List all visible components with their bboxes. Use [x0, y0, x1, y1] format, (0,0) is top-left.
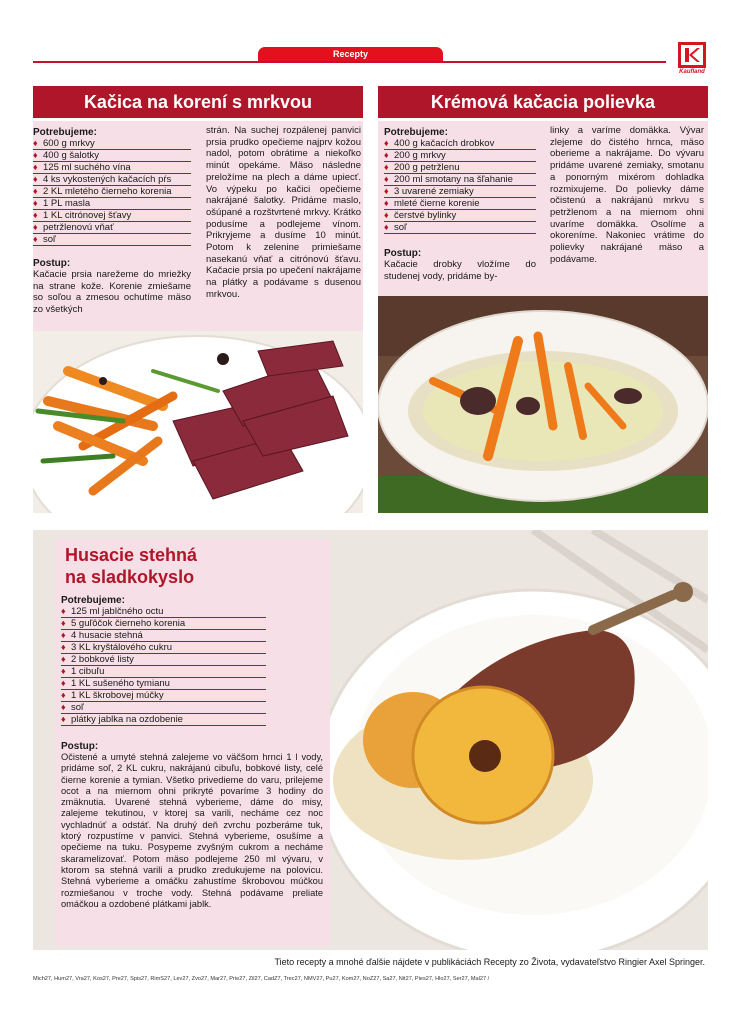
- ingredient-item: ♦ soľ: [384, 222, 536, 234]
- ingredient-item: ♦ 200 ml smotany na šľahanie: [384, 174, 536, 186]
- recipe3-method-heading: Postup:: [61, 741, 99, 752]
- ingredient-item: ♦ soľ: [33, 234, 191, 246]
- ingredient-item: ♦ plátky jablka na ozdobenie: [61, 714, 266, 726]
- section-label: Recepty: [258, 47, 443, 61]
- ingredient-item: ♦ 2 bobkové listy: [61, 654, 266, 666]
- ingredient-item: ♦ 3 uvarené zemiaky: [384, 186, 536, 198]
- recipe3-method-text: Očistené a umyté stehná zalejeme vo väčšom hrnci 1 l vody, pridáme soľ, 2 KL cukru, nakrájanú cibuľu, bobkové listy, celé čierne korenie a tymian. Všetko privedieme do varu, prilejeme ocot a na miernom ohni prikryté povaríme 3 hodiny do zmäknutia. Uvarené stehná vyberieme, dáme do misy, zalejeme tekutinou, v ktorej sa varili, necháme cez noc vychladnúť a odstáť. Na druhý deň zvrchu pozberáme tuk, ktorý rozpustíme v panvici. Stehná vyberieme, osušíme a opečieme na tuku. Posypeme zvyšným cukrom a necháme skaramelizovať. Potom mäso podlejeme 250 ml vývaru, v ktorom sa stehná varili a prudko zredukujeme na polovicu. Stehná vyberieme a omáčku zahustíme škrobovou múčkou rozmiešanou v troche vody. Stehná podávame preliate omáčkou a ozdobené plátkami jablk.: [61, 752, 323, 909]
- kaufland-logo-icon: [678, 42, 706, 68]
- recipe1-method-left: Kačacie prsia narežeme do mriežky na strane kože. Korenie zmiešame so soľou a zmesou ochutíme mäso zo všetkých: [33, 269, 191, 316]
- header-rule: [33, 61, 666, 63]
- ingredient-item: ♦ 1 KL škrobovej múčky: [61, 690, 266, 702]
- recipe1-panel: [33, 121, 363, 331]
- recipe1-title: Kačica na korení s mrkvou: [33, 86, 363, 118]
- ingredient-item: ♦ 200 g mrkvy: [384, 150, 536, 162]
- recipe3-ingredients: [61, 595, 266, 726]
- ingredient-item: ♦ 4 ks vykostených kačacích pŕs: [33, 174, 191, 186]
- recipe1-ingredients: [33, 127, 191, 316]
- ingredient-item: ♦ 1 KL sušeného tymianu: [61, 678, 266, 690]
- recipe2-ingredients: [384, 127, 536, 282]
- ingredient-item: ♦ 125 ml suchého vína: [33, 162, 191, 174]
- recipe3-ingredients-heading: Potrebujeme:: [61, 595, 125, 606]
- ingredient-item: ♦ soľ: [61, 702, 266, 714]
- ingredient-item: ♦ petržlenovú vňať: [33, 222, 191, 234]
- recipe1-ingredients-heading: Potrebujeme:: [33, 127, 97, 138]
- kaufland-logo: [672, 42, 712, 78]
- recipe3-method: [61, 741, 323, 910]
- recipe3-title-line1: Husacie stehná: [65, 545, 198, 565]
- ingredient-item: ♦ mleté čierne korenie: [384, 198, 536, 210]
- ingredient-item: ♦ 1 PL masla: [33, 198, 191, 210]
- recipe3-panel: [55, 538, 330, 946]
- ingredient-item: ♦ 600 g mrkvy: [33, 138, 191, 150]
- ingredient-item: ♦ 400 g šalotky: [33, 150, 191, 162]
- ingredient-item: ♦ 1 KL citrónovej šťavy: [33, 210, 191, 222]
- ingredient-item: ♦ 125 ml jablčného octu: [61, 606, 266, 618]
- recipe3-ingredient-list: [61, 606, 266, 726]
- recipe1-photo: [33, 331, 363, 513]
- ingredient-item: ♦ 2 KL mletého čierneho korenia: [33, 186, 191, 198]
- recipe1-method-right: strán. Na suchej rozpálenej panvici prsia prudko opečieme najprv kožou nadol, potom obrátime a niekoľko minút opekáme. Mäso následne preložíme na plech a dáme upiecť. Vo výpeku po kačici opečieme nakrájané šalotky. Pridáme maslo, ošúpané a rozštvrtené mrkvy. Krátko podusíme a podlejeme vínom. Prikryjeme a dusíme 10 minút. Potom k zelenine primiešame nasekanú vňať a citrónovú šťavu. Kačacie prsia po upečení nakrájame na plátky a podávame s dusenou mrkvou.: [206, 125, 361, 300]
- recipe2-method-heading: Postup:: [384, 248, 422, 259]
- recipe2-method-left: Kačacie drobky vložíme do studenej vody, pridáme by-: [384, 259, 536, 282]
- store-codes: Mich27, Hum27, Vra27, Kos27, Pre27, Spis27, RimS27, Lev27, Zvo27, Mar27, Prie27, Zil27, CadZ7, Trec27, NMV27, Pu27, Kom27, NoZ27, Sa27, Nit27, Pies27, Hlo27, Ser27, Mal27 /: [33, 976, 490, 982]
- recipe2-panel: [378, 121, 708, 296]
- recipe1-method-heading: Postup:: [33, 258, 71, 269]
- recipe1-ingredient-list: [33, 138, 191, 246]
- credit-line: Tieto recepty a mnohé ďalšie nájdete v publikáciách Recepty zo Života, vydavateľstvo Ringier Axel Springer.: [274, 957, 705, 967]
- recipe3-title: [65, 544, 197, 588]
- recipe2-title: Krémová kačacia polievka: [378, 86, 708, 118]
- recipe2-photo: [378, 296, 708, 513]
- ingredient-item: ♦ 200 g petržlenu: [384, 162, 536, 174]
- recipe3-title-line2: na sladkokyslo: [65, 567, 195, 587]
- ingredient-item: ♦ čerstvé bylinky: [384, 210, 536, 222]
- recipe2-ingredients-heading: Potrebujeme:: [384, 127, 448, 138]
- ingredient-item: ♦ 400 g kačacích drobkov: [384, 138, 536, 150]
- ingredient-item: ♦ 4 husacie stehná: [61, 630, 266, 642]
- ingredient-item: ♦ 3 KL kryštálového cukru: [61, 642, 266, 654]
- ingredient-item: ♦ 5 guľôčok čierneho korenia: [61, 618, 266, 630]
- ingredient-item: ♦ 1 cibuľu: [61, 666, 266, 678]
- recipe2-ingredient-list: [384, 138, 536, 234]
- kaufland-logo-text: Kaufland: [679, 69, 705, 75]
- recipe2-method-right: linky a varíme domäkka. Vývar zlejeme do čistého hrnca, mäso oberieme a nakrájame. Do vývaru pridáme uvarené zemiaky, smotanu a ponorným mixérom dohladka rozmixujeme. Do polievky dáme očistenú a nakrájanú mrkvu s petržlenom a na miernom ohni uvaríme domäkka. Osolíme a okoreníme. Nakoniec vrátime do polievky nakrájané mäso a podávame.: [550, 125, 704, 265]
